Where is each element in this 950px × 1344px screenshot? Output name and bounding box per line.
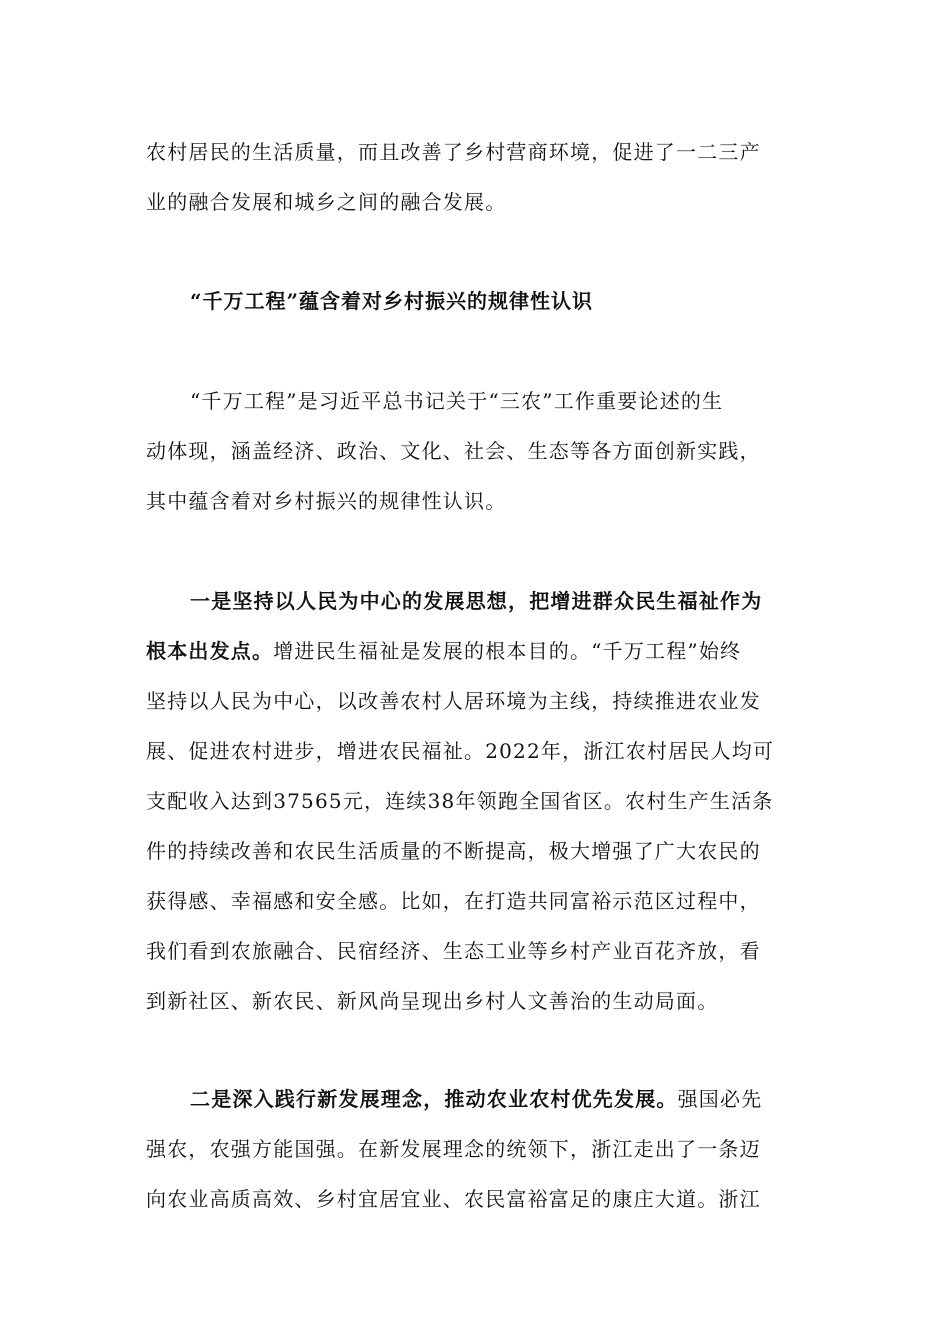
- paragraph-3: [146, 1074, 810, 1224]
- text-line: [146, 576, 810, 626]
- text-line: 农村居民的生活质量，而且改善了乡村营商环境，促进了一二三产: [146, 140, 761, 164]
- text-line: 动体现，涵盖经济、政治、文化、社会、生态等各方面创新实践，: [146, 439, 761, 463]
- text-line: 我们看到农旅融合、民宿经济、生态工业等乡村产业百花齐放，看: [146, 939, 761, 963]
- bold-lead: 二是深入践行新发展理念，推动农业农村优先发展。: [190, 1087, 678, 1111]
- section-heading: “千万工程”蕴含着对乡村振兴的规律性认识: [190, 289, 594, 313]
- text-line: 件的持续改善和农民生活质量的不断提高，极大增强了广大农民的: [146, 839, 761, 863]
- text-run: 强国必先: [677, 1087, 763, 1111]
- paragraph-1: [146, 376, 810, 526]
- bold-lead: 根本出发点。: [146, 639, 274, 663]
- text-line: 到新社区、新农民、新风尚呈现出乡村人文善治的生动局面。: [146, 989, 719, 1013]
- text-line: 支配收入达到37565元，连续38年领跑全国省区。农村生产生活条: [146, 789, 774, 813]
- intro-paragraph: [146, 127, 810, 227]
- text-line: 业的融合发展和城乡之间的融合发展。: [146, 190, 507, 214]
- text-run: 增进民生福祉是发展的根本目的。“千万工程”始终: [273, 639, 742, 663]
- text-line: 展、促进农村进步，增进农民福祉。2022年，浙江农村居民人均可: [146, 739, 775, 763]
- bold-lead: 一是坚持以人民为中心的发展思想，把增进群众民生福祉作为: [190, 589, 763, 613]
- text-line: 向农业高质高效、乡村宜居宜业、农民富裕富足的康庄大道。浙江: [146, 1187, 761, 1211]
- text-line: 强农，农强方能国强。在新发展理念的统领下，浙江走出了一条迈: [146, 1137, 761, 1161]
- text-line: 获得感、幸福感和安全感。比如，在打造共同富裕示范区过程中，: [146, 889, 761, 913]
- text-line: 其中蕴含着对乡村振兴的规律性认识。: [146, 489, 507, 513]
- text-line: 坚持以人民为中心，以改善农村人居环境为主线，持续推进农业发: [146, 689, 761, 713]
- paragraph-2: [146, 576, 810, 1026]
- text-line: [146, 1074, 810, 1124]
- text-line: [146, 626, 810, 676]
- text-line: “千万工程”是习近平总书记关于“三农”工作重要论述的生: [190, 389, 724, 413]
